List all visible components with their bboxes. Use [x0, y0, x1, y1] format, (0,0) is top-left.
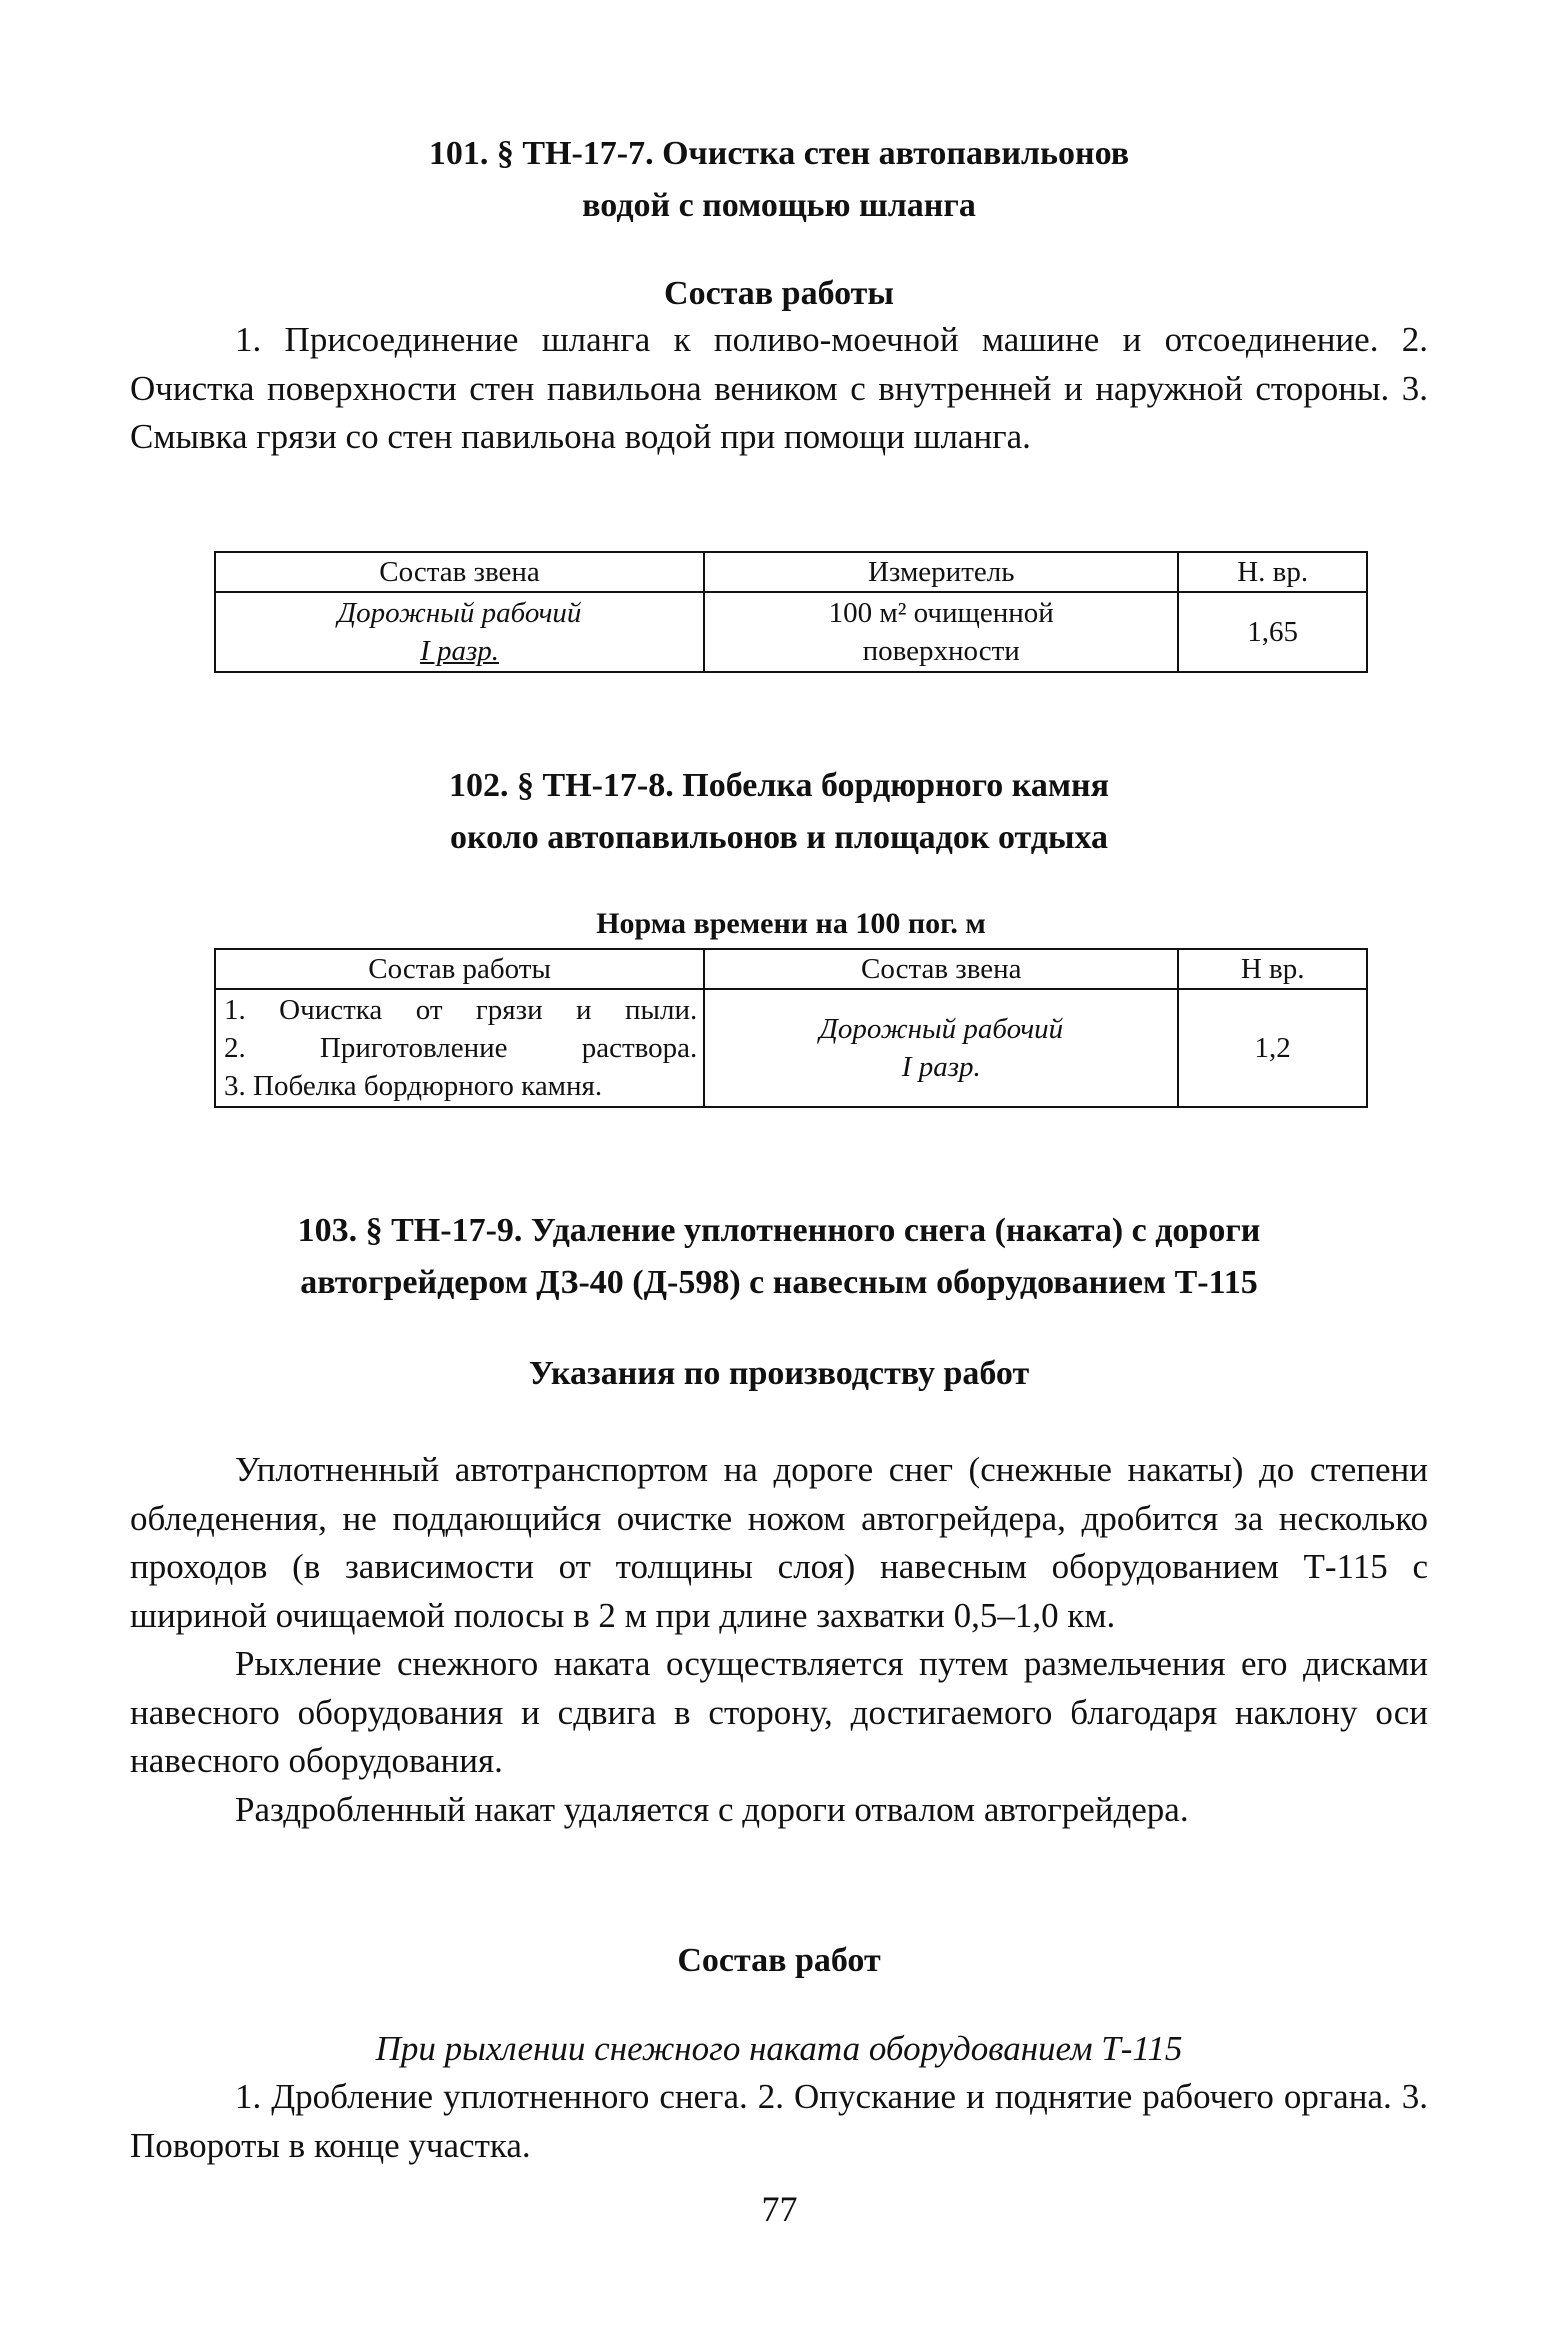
- work-item: 2. Приготовление раствора.: [224, 1032, 698, 1064]
- section-103-para1: Уплотненный автотранспортом на дороге снег (снежные накаты) до степени обледенения, не поддающийся очистке ножом автогрейдера, дробится за несколько проходов (в зависимости от толщины слоя) навесным оборудованием Т-115 с шириной очищаемой полосы в 2 м при длине захватки 0,5–1,0 км.: [130, 1450, 1428, 1635]
- section-103-works-text: 1. Дробление уплотненного снега. 2. Опускание и поднятие рабочего органа. 3. Повороты в конце участка.: [130, 2077, 1428, 2165]
- table-header-crew: Состав звена: [704, 949, 1178, 989]
- section-101-title-line1: 101. § ТН-17-7. Очистка стен автопавильонов: [428, 135, 1130, 172]
- crew-line2: I разр.: [901, 1051, 981, 1083]
- table-cell-unit: [704, 592, 1178, 672]
- table-cell-crew: [704, 989, 1178, 1107]
- crew-line1: Дорожный рабочий: [819, 1013, 1064, 1045]
- table-header-norm: Н. вр.: [1178, 552, 1367, 592]
- section-101-table: [214, 551, 1368, 673]
- section-102-table-caption: Норма времени на 100 пог. м: [596, 907, 986, 940]
- section-103-para2: Рыхление снежного наката осуществляется путем размельчения его дисками навесного оборудования и сдвига в сторону, достигаемого благодаря наклону оси навесного оборудования.: [130, 1644, 1428, 1780]
- crew-line1: Дорожный рабочий: [337, 597, 582, 629]
- table-cell-norm: 1,65: [1178, 592, 1367, 672]
- unit-line1: 100 м² очищенной: [828, 597, 1054, 629]
- table-header-crew: Состав звена: [215, 552, 704, 592]
- work-item: 1. Очистка от грязи и пыли.: [224, 994, 698, 1026]
- section-103-works-heading-wrap: [130, 1935, 1428, 1987]
- section-103-para3: Раздробленный накат удаляется с дороги отвалом автогрейдера.: [235, 1789, 1189, 1829]
- section-103-instructions-heading: Указания по производству работ: [528, 1355, 1030, 1392]
- section-103-works: [130, 2025, 1428, 2170]
- section-101-work: [130, 268, 1428, 462]
- section-103-works-heading: Состав работ: [677, 1942, 881, 1979]
- section-103-works-caption: При рыхлении снежного наката оборудованием Т-115: [375, 2029, 1183, 2068]
- section-101-work-heading: Состав работы: [664, 275, 894, 312]
- crew-line2: I разр.: [420, 635, 500, 667]
- page-number: 77: [761, 2189, 798, 2229]
- section-102-title-line1: 102. § ТН-17-8. Побелка бордюрного камня: [448, 767, 1109, 804]
- section-103-title-line1: 103. § ТН-17-9. Удаление уплотненного снега (наката) с дороги: [297, 1212, 1261, 1249]
- table-cell-norm: 1,2: [1178, 989, 1367, 1107]
- section-103-instructions: [130, 1446, 1428, 1834]
- section-103-instructions-heading-wrap: [130, 1348, 1428, 1400]
- unit-line2: поверхности: [862, 635, 1020, 667]
- table-cell-crew: [215, 592, 704, 672]
- table-header-work: Состав работы: [215, 949, 704, 989]
- table-cell-work-items: [215, 989, 704, 1107]
- table-header-norm: Н вр.: [1178, 949, 1367, 989]
- section-103-title-line2: автогрейдером ДЗ-40 (Д-598) с навесным оборудованием Т-115: [300, 1264, 1258, 1301]
- section-102-table: [214, 948, 1368, 1108]
- section-101-work-text: 1. Присоединение шланга к поливо-моечной машине и отсоединение. 2. Очистка поверхности стен павильона веником с внутренней и наружной стороны. 3. Смывка грязи со стен павильона водой при помощи шланга.: [130, 320, 1428, 456]
- section-103: [130, 1205, 1428, 1309]
- section-102: [130, 760, 1428, 864]
- section-101: [130, 128, 1428, 232]
- table-header-unit: Измеритель: [704, 552, 1178, 592]
- section-101-title-line2: водой с помощью шланга: [582, 187, 976, 224]
- work-item: 3. Побелка бордюрного камня.: [224, 1070, 603, 1102]
- section-102-title-line2: около автопавильонов и площадок отдыха: [449, 819, 1109, 856]
